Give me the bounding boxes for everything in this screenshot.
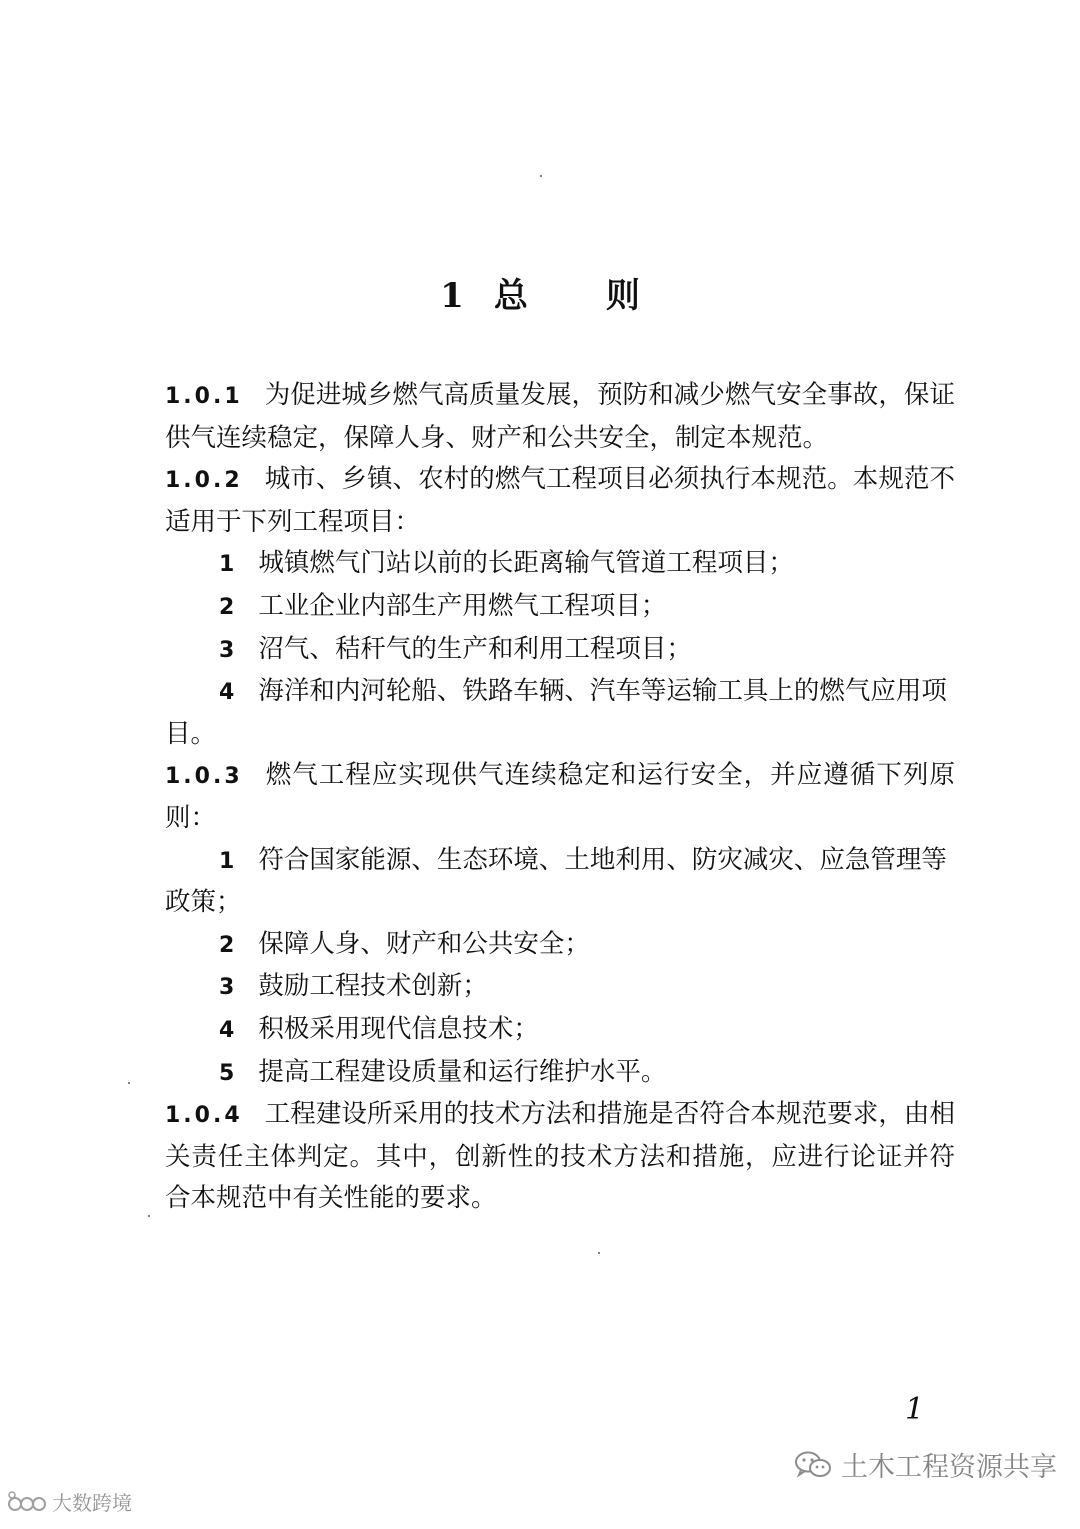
item-number: 4 [219, 680, 235, 706]
clause-text: 城市、乡镇、农村的燃气工程项目必须执行本规范。本规范不适用于下列工程项目： [165, 464, 955, 537]
item-text: 沼气、秸秆气的生产和利用工程项目； [258, 633, 692, 664]
scan-speck [128, 1082, 130, 1084]
clause-1-0-1 [165, 375, 955, 459]
item-text: 工业企业内部生产用燃气工程项目； [258, 590, 667, 621]
clause-text: 工程建设所采用的技术方法和措施是否符合本规范要求，由相关责任主体判定。其中，创新性的技术方法和措施，应进行论证并符合本规范中有关性能的要求。 [165, 1099, 955, 1214]
logo-icon [6, 1490, 48, 1514]
page-number: 1 [905, 1392, 925, 1427]
item-text: 积极采用现代信息技术； [258, 1013, 539, 1044]
item-text: 符合国家能源、生态环境、土地利用、防灾减灾、应急管理等政策； [165, 844, 947, 918]
clause-number: 1.0.2 [165, 468, 243, 494]
item-text: 提高工程建设质量和运行维护水平。 [258, 1056, 667, 1087]
item-number: 4 [219, 1017, 235, 1043]
chapter-title-char-2: 则 [605, 276, 640, 316]
wechat-icon [793, 1450, 833, 1480]
item-number: 2 [219, 594, 235, 620]
list-item [165, 586, 955, 629]
chapter-title-char-1: 总 [493, 276, 528, 316]
clause-1-0-3 [165, 755, 955, 839]
watermark-brand-text: 大数跨境 [52, 1491, 132, 1515]
watermark-brand [6, 1487, 132, 1516]
chapter-body [165, 375, 955, 1220]
clause-number: 1.0.3 [165, 764, 243, 790]
item-number: 3 [219, 975, 235, 1001]
scan-speck [540, 175, 542, 177]
item-text: 海洋和内河轮船、铁路车辆、汽车等运输工具上的燃气应用项目。 [165, 676, 947, 749]
item-text: 城镇燃气门站以前的长距离输气管道工程项目； [258, 548, 794, 579]
item-text: 保障人身、财产和公共安全； [258, 928, 590, 959]
chapter-number: 1 [440, 276, 464, 316]
list-item [165, 966, 955, 1009]
clause-number: 1.0.1 [165, 384, 243, 409]
clause-text: 燃气工程应实现供气连续稳定和运行安全，并应遵循下列原则： [165, 760, 955, 833]
clause-1-0-4 [165, 1094, 955, 1220]
item-number: 1 [219, 552, 235, 578]
clause-text: 为促进城乡燃气高质量发展，预防和减少燃气安全事故，保证供气连续稳定，保障人身、财产和公共安全，制定本规范。 [165, 380, 955, 453]
watermark-source-text: 土木工程资源共享 [841, 1452, 1057, 1483]
watermark-source [793, 1445, 1057, 1484]
item-number: 2 [219, 932, 235, 958]
list-item [165, 1009, 955, 1052]
scan-speck [148, 1215, 150, 1217]
item-number: 5 [219, 1060, 235, 1086]
item-number: 1 [219, 848, 235, 874]
list-item [165, 840, 955, 924]
list-item [165, 629, 955, 672]
list-item [165, 1052, 955, 1095]
list-item [165, 924, 955, 967]
list-item [165, 671, 955, 755]
list-item [165, 543, 955, 586]
item-number: 3 [219, 637, 235, 663]
chapter-title [0, 268, 1080, 317]
clause-number: 1.0.4 [165, 1103, 243, 1129]
item-text: 鼓励工程技术创新； [258, 971, 488, 1002]
clause-1-0-2 [165, 459, 955, 543]
scan-speck [598, 1252, 600, 1254]
